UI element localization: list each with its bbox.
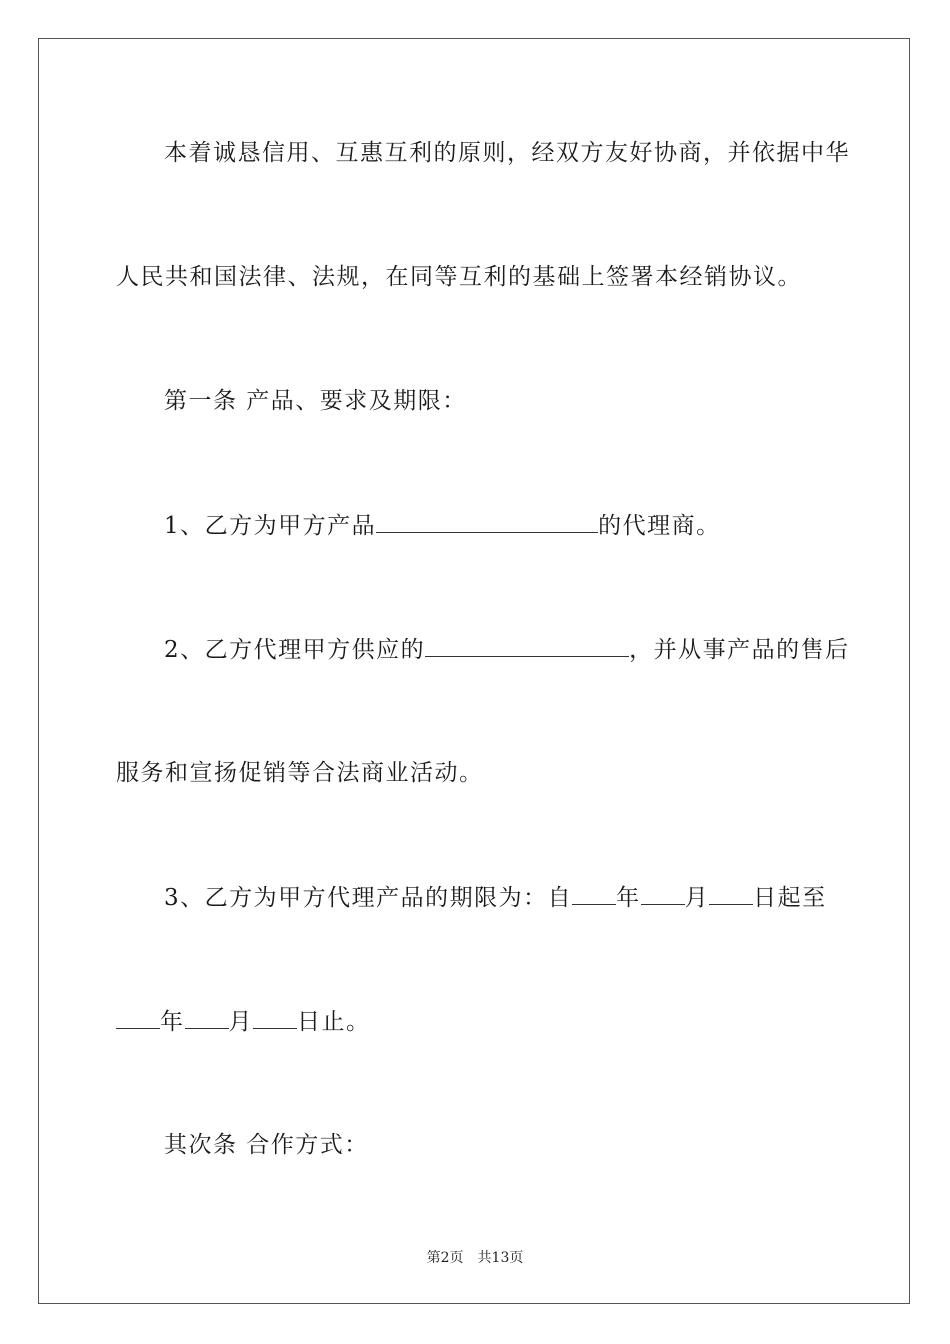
paragraph-1-line-2-text: 人民共和国法律、法规，在同等互利的基础上签署本经销协议。	[116, 264, 802, 290]
item-2-after-blank: ，并从事产品的售后	[629, 637, 850, 663]
item-1-before-blank: 1、乙方为甲方产品	[164, 513, 377, 539]
item-3-prefix: 3、乙方为甲方代理产品的期限为：自	[164, 885, 573, 911]
item-3-day-start-label: 日起至	[753, 885, 827, 911]
paragraph-1-line-1	[116, 138, 884, 168]
item-3-month-2-label: 月	[228, 1009, 253, 1035]
fill-blank-start-day[interactable]	[709, 882, 753, 905]
item-1-after-blank: 的代理商。	[598, 513, 721, 539]
item-3-line-2	[116, 1006, 836, 1037]
page-footer	[0, 1247, 950, 1267]
paragraph-1-line-1-text: 本着诚恳信用、互惠互利的原则，经双方友好协商，并依据中华	[164, 140, 850, 166]
item-3-day-end-label: 日止。	[297, 1009, 371, 1035]
item-3-year-2-label: 年	[160, 1009, 185, 1035]
page-border	[38, 38, 910, 1304]
item-3-year-label: 年	[616, 885, 641, 911]
item-2-line-2-text: 服务和宣扬促销等合法商业活动。	[116, 760, 484, 786]
fill-blank-end-month[interactable]	[185, 1006, 229, 1029]
fill-blank-start-month[interactable]	[641, 882, 685, 905]
fill-blank-supply[interactable]	[425, 634, 629, 657]
article-2-heading	[116, 1130, 884, 1160]
fill-blank-end-day[interactable]	[253, 1006, 297, 1029]
fill-blank-product[interactable]	[376, 510, 598, 533]
page-number-current: 第2页	[426, 1250, 464, 1266]
article-1-heading	[116, 386, 884, 416]
article-2-heading-text: 其次条 合作方式：	[164, 1132, 369, 1158]
fill-blank-start-year[interactable]	[572, 882, 616, 905]
item-3-month-label: 月	[684, 885, 710, 911]
fill-blank-end-year[interactable]	[116, 1006, 160, 1029]
item-3-line-1	[116, 882, 884, 913]
paragraph-1-line-2	[116, 262, 836, 292]
item-2-line-1	[116, 634, 884, 665]
item-2-before-blank: 2、乙方代理甲方供应的	[164, 637, 426, 663]
page-number-total: 共13页	[477, 1250, 524, 1266]
item-1	[116, 510, 884, 541]
item-2-line-2	[116, 758, 836, 788]
article-1-heading-text: 第一条 产品、要求及期限：	[164, 388, 467, 414]
